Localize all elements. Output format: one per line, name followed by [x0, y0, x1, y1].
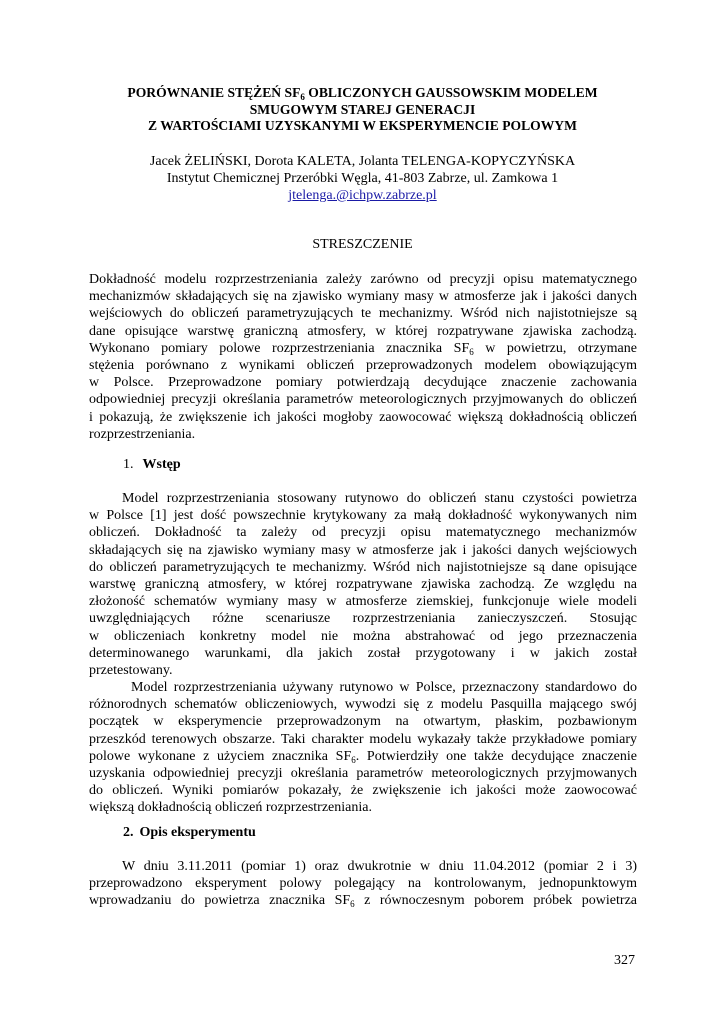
paragraph-line: W dniu 3.11.2011 (pomiar 1) oraz dwukrotnie w dniu 11.04.2012 (pomiar 2 i 3)	[122, 859, 637, 874]
abstract-line: wejściowych do obliczeń parametryzujących te mechanizmy. Wśród nich najistotniejsze są	[89, 306, 637, 322]
abstract-line: odpowiedniej precyzji określania parametrów meteorologicznych przyjmowanych do obliczeń	[89, 392, 637, 408]
abstract-heading: STRESZCZENIE	[312, 237, 413, 252]
abstract-line: dane opisujące warstwę graniczną atmosfery, w której rozpatrywane zjawiska zachodzą.	[89, 323, 637, 339]
paragraph-line: przeprowadzono eksperyment polowy polegający na kontrolowanym, jednopunktowym	[89, 876, 637, 892]
section-1-text	[89, 490, 637, 817]
section-2-heading: 2. Opis eksperymentu	[123, 825, 256, 840]
title-line-2: SMUGOWYM STAREJ GENERACJI	[249, 101, 476, 117]
paragraph-line: przetestowany.	[89, 662, 173, 678]
paragraph-line: w Polsce [1] jest dość powszechnie krytykowany za małą dokładność wykonywanych nim	[89, 508, 637, 524]
paragraph-line: uzyskania odpowiedniej precyzji określania parametrów meteorologicznych przyjmowanych	[89, 766, 637, 781]
abstract-line: rozprzestrzeniania.	[89, 426, 196, 442]
title-line-1: PORÓWNANIE STĘŻEŃ $SF_6$ OBLICZONYCH GAUSSOWSKIM MODELEM	[127, 85, 598, 102]
paragraph-line: różnorodnych schematów obliczeniowych, wywodzi się z modelu Pasquilla mającego swój	[89, 697, 637, 713]
page-number: 327	[614, 953, 635, 968]
paragraph-line: wprowadzaniu do powietrza znacznika $SF_6$ z równoczesnym poborem próbek powietrza	[89, 893, 637, 910]
paragraph-line: większą dokładnością obliczeń rozprzestrzeniania.	[89, 800, 372, 816]
paragraph-line: w obliczeniach konkretny model nie można abstrahować od jego przeznaczenia	[89, 628, 637, 644]
abstract-line: mechanizmów składających się na zjawisko wymiany masy w atmosferze jak i jakości danych	[89, 289, 637, 305]
paper-title	[60, 85, 665, 135]
abstract-text	[89, 271, 637, 443]
author-names: Jacek ŻELIŃSKI, Dorota KALETA, Jolanta TELENGA-KOPYCZYŃSKA	[149, 154, 576, 169]
abstract-line: w Polsce. Przeprowadzone pomiary potwierdzają decydujące znaczenie zachowania	[89, 375, 637, 391]
abstract-line: stężenia porównano z wynikami obliczeń przeprowadzonych modelem obowiązującym	[89, 357, 637, 373]
section-1-heading: 1. Wstęp	[123, 457, 181, 472]
paragraph-line: polowe wykonane z użyciem znacznika $SF_6$. Potwierdziły one także decydujące znaczenie	[89, 748, 638, 765]
paragraph-line: złożoność schematów wymiany masy w atmosferze ziemskiej, funkcjonuje wiele modeli	[89, 594, 637, 610]
paragraph-line: Model rozprzestrzeniania używany rutynowo w Polsce, przeznaczony standardowo do	[131, 680, 637, 696]
author-email-link[interactable]: jtelenga.@ichpw.zabrze.pl	[288, 188, 437, 203]
paragraph-line: początek w eksperymencie przeprowadzonym na otwartym, płaskim, pozbawionym	[89, 714, 637, 730]
paragraph-line: warstwę graniczną atmosfery, w której rozpatrywane zjawiska zachodzą. Ze względu na	[89, 576, 637, 592]
section-2-text	[89, 858, 637, 910]
title-line-3: Z WARTOŚCIAMI UZYSKANYMI W EKSPERYMENCIE POLOWYM	[148, 118, 577, 133]
paragraph-line: do obliczeń. Wyniki pomiarów pokazały, że zwiększenie ich jakości może zaowocować	[89, 783, 637, 799]
paragraph-line: uwzględniających różne scenariusze rozprzestrzeniania zanieczyszczeń. Stosując	[89, 611, 637, 627]
paragraph-line: determinowanego warunkami, dla jakich został przygotowany i w jakich został	[89, 645, 637, 661]
abstract-line: Wykonano pomiary polowe rozprzestrzeniania znacznika $SF_6$ w powietrzu, otrzymane	[89, 340, 637, 357]
paragraph-line: obliczeń. Dokładność ta zależy od precyzji opisu matematycznego mechanizmów	[89, 525, 637, 541]
author-affiliation: Instytut Chemicznej Przeróbki Węgla, 41-803 Zabrze, ul. Zamkowa 1	[166, 171, 559, 186]
paragraph-line: Model rozprzestrzeniania stosowany rutynowo do obliczeń stanu czystości powietrza	[122, 491, 637, 506]
abstract-line: Dokładność modelu rozprzestrzeniania zależy zarówno od precyzji opisu matematycznego	[89, 272, 637, 287]
paragraph-line: do obliczeń parametryzujących te mechanizmy. Wśród nich najistotniejsze są dane opisujące	[89, 559, 637, 575]
abstract-line: i pokazują, że zwiększenie ich jakości mogłoby zaowocować większą dokładnością obliczeń	[89, 409, 637, 425]
paragraph-line: przeszkód terenowych obszarze. Taki charakter modelu wykazały także przykładowe pomiary	[89, 731, 637, 747]
paragraph-line: składających się na zjawisko wymiany masy w atmosferze jak i jakości danych wejściowych	[89, 542, 637, 558]
author-block	[60, 153, 665, 204]
